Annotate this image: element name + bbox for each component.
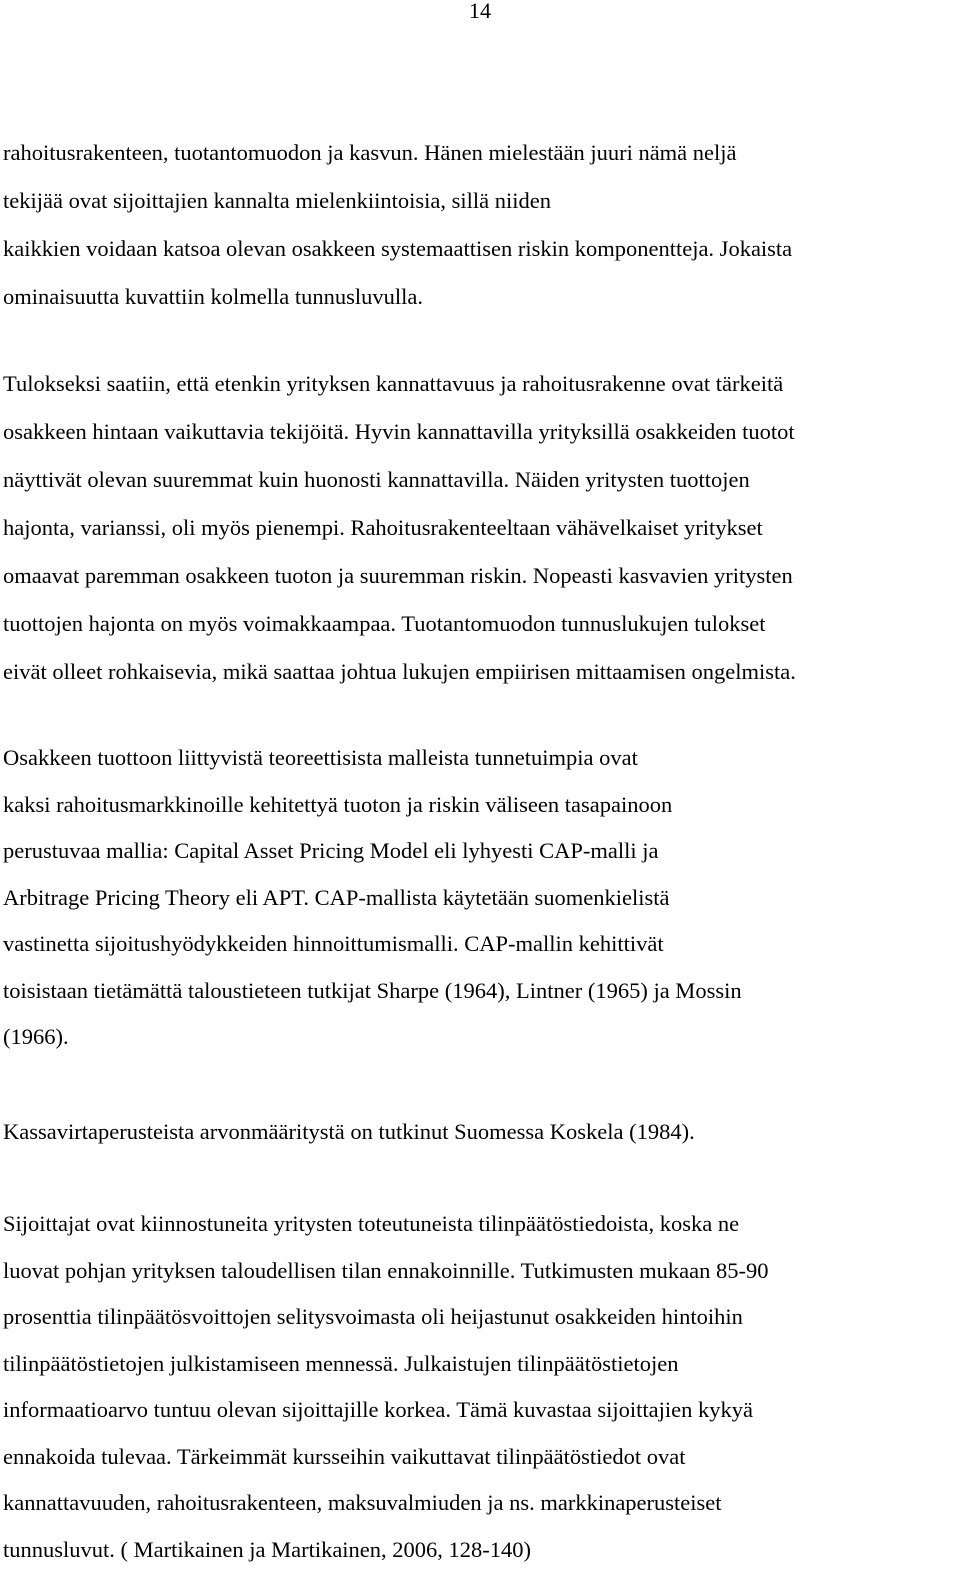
- text-line: kaikkien voidaan katsoa olevan osakkeen systemaattisen riskin komponentteja. Jokaista: [3, 233, 792, 281]
- text-line: tekijää ovat sijoittajien kannalta mielenkiintoisia, sillä niiden: [3, 185, 792, 233]
- paragraph-3: [3, 742, 742, 1068]
- text-line: Arbitrage Pricing Theory eli APT. CAP-mallista käytetään suomenkielistä: [3, 882, 742, 929]
- paragraph-2: [3, 368, 796, 704]
- text-line: hajonta, varianssi, oli myös pienempi. Rahoitusrakenteeltaan vähävelkaiset yritykset: [3, 512, 796, 560]
- text-line: osakkeen hintaan vaikuttavia tekijöitä. Hyvin kannattavilla yrityksillä osakkeiden tuotot: [3, 416, 796, 464]
- text-line: vastinetta sijoitushyödykkeiden hinnoittumismalli. CAP-mallin kehittivät: [3, 928, 742, 975]
- text-line: perustuvaa mallia: Capital Asset Pricing Model eli lyhyesti CAP-malli ja: [3, 835, 742, 882]
- text-line: näyttivät olevan suuremmat kuin huonosti kannattavilla. Näiden yritysten tuottojen: [3, 464, 796, 512]
- page-number: 14: [0, 0, 960, 22]
- text-line: Tulokseksi saatiin, että etenkin yrityksen kannattavuus ja rahoitusrakenne ovat tärkeitä: [3, 368, 796, 416]
- paragraph-4: [3, 1116, 695, 1163]
- text-line: prosenttia tilinpäätösvoittojen selitysvoimasta oli heijastunut osakkeiden hintoihin: [3, 1301, 769, 1348]
- text-line: informaatioarvo tuntuu olevan sijoittajille korkea. Tämä kuvastaa sijoittajien kykyä: [3, 1394, 769, 1441]
- text-line: ennakoida tulevaa. Tärkeimmät kursseihin vaikuttavat tilinpäätöstiedot ovat: [3, 1441, 769, 1488]
- text-line: tilinpäätöstietojen julkistamiseen mennessä. Julkaistujen tilinpäätöstietojen: [3, 1348, 769, 1395]
- text-line: toisistaan tietämättä taloustieteen tutkijat Sharpe (1964), Lintner (1965) ja Mossin: [3, 975, 742, 1022]
- text-line: eivät olleet rohkaisevia, mikä saattaa johtua lukujen empiirisen mittaamisen ongelmista.: [3, 656, 796, 704]
- text-line: ominaisuutta kuvattiin kolmella tunnusluvulla.: [3, 281, 792, 329]
- text-line: tunnusluvut. ( Martikainen ja Martikainen, 2006, 128-140): [3, 1534, 769, 1580]
- text-line: Kassavirtaperusteista arvonmääritystä on tutkinut Suomessa Koskela (1984).: [3, 1116, 695, 1163]
- text-line: luovat pohjan yrityksen taloudellisen tilan ennakoinnille. Tutkimusten mukaan 85-90: [3, 1255, 769, 1302]
- text-line: kaksi rahoitusmarkkinoille kehitettyä tuoton ja riskin väliseen tasapainoon: [3, 789, 742, 836]
- text-line: Osakkeen tuottoon liittyvistä teoreettisista malleista tunnetuimpia ovat: [3, 742, 742, 789]
- text-line: rahoitusrakenteen, tuotantomuodon ja kasvun. Hänen mielestään juuri nämä neljä: [3, 137, 792, 185]
- text-line: tuottojen hajonta on myös voimakkaampaa. Tuotantomuodon tunnuslukujen tulokset: [3, 608, 796, 656]
- text-line: omaavat paremman osakkeen tuoton ja suuremman riskin. Nopeasti kasvavien yritysten: [3, 560, 796, 608]
- text-line: Sijoittajat ovat kiinnostuneita yritysten toteutuneista tilinpäätöstiedoista, koska ne: [3, 1208, 769, 1255]
- paragraph-5: [3, 1208, 769, 1580]
- paragraph-1: [3, 137, 792, 329]
- text-line: (1966).: [3, 1021, 742, 1068]
- text-line: kannattavuuden, rahoitusrakenteen, maksuvalmiuden ja ns. markkinaperusteiset: [3, 1487, 769, 1534]
